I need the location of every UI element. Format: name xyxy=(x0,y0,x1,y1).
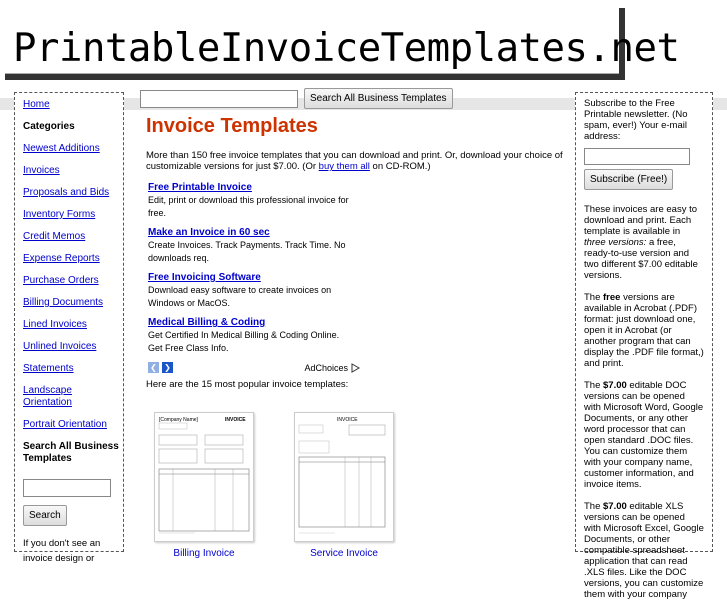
nav-billing-documents[interactable]: Billing Documents xyxy=(23,297,104,308)
ad-body: Get Certified In Medical Billing & Coding Online. Get Free Class Info. xyxy=(148,330,340,353)
ad-title-link[interactable]: Make an Invoice in 60 sec xyxy=(148,227,270,238)
ad-item xyxy=(148,182,353,220)
nav-portrait-orientation[interactable]: Portrait Orientation xyxy=(23,419,107,430)
ad-next-icon[interactable]: ❯ xyxy=(162,362,173,373)
ad-title-link[interactable]: Medical Billing & Coding xyxy=(148,317,266,328)
ad-title-link[interactable]: Free Invoicing Software xyxy=(148,272,261,283)
nav-expense-reports[interactable]: Expense Reports xyxy=(23,253,100,264)
invoice-preview-image xyxy=(155,413,253,541)
search-heading: Search All Business Templates xyxy=(23,441,119,464)
info-paragraph-xls: The $7.00 editable XLS versions can be opened with Microsoft Excel, Google Documents, or other compatible spreadsheet application that can read .XLS files. Like the DOC versions, you can customize them with your company xyxy=(584,501,704,600)
ad-body: Download easy software to create invoices on Windows or MacOS. xyxy=(148,285,332,308)
info-paragraph-versions: These invoices are easy to download and print. Each template is available in three versions: a free, ready-to-use version and two different $7.00 editable versions. xyxy=(584,204,698,281)
email-input[interactable] xyxy=(584,148,690,165)
categories-heading: Categories xyxy=(23,121,75,132)
site-banner xyxy=(5,8,680,80)
adchoices-link[interactable]: AdChoices xyxy=(304,363,360,373)
thumb-title: INVOICE xyxy=(337,417,358,423)
service-invoice-link[interactable]: Service Invoice xyxy=(310,548,378,559)
adchoices-icon xyxy=(351,363,360,373)
nav-credit-memos[interactable]: Credit Memos xyxy=(23,231,86,242)
sidebar-footer-text: If you don't see an invoice design or xyxy=(23,538,101,564)
site-logo[interactable]: PrintableInvoiceTemplates.net xyxy=(13,26,680,71)
nav-newest-additions[interactable]: Newest Additions xyxy=(23,143,100,154)
info-paragraph-doc: The $7.00 editable DOC versions can be opened with Microsoft Word, Google Documents, or any other word processor that can open standard .DOC files. You can customize them with your company name, customer information, and invoice items. xyxy=(584,380,704,490)
main-content xyxy=(140,88,565,566)
template-thumbnails xyxy=(140,406,565,566)
newsletter-text: Subscribe to the Free Printable newsletter. (No spam, ever!) Your e-mail address: xyxy=(584,98,688,142)
subscribe-button[interactable]: Subscribe (Free!) xyxy=(584,169,673,190)
thumb-company: [Company Name] xyxy=(159,417,198,423)
invoice-preview-image xyxy=(295,413,393,541)
info-paragraph-free: The free versions are available in Acrobat (.PDF) format: just download one, open it in Acrobat (or another program that can display the .PDF file format,) and print. xyxy=(584,292,704,369)
ad-item xyxy=(148,317,353,355)
ad-body: Edit, print or download this professional invoice for free. xyxy=(148,195,349,218)
thumb-title: INVOICE xyxy=(225,417,246,423)
nav-lined-invoices[interactable]: Lined Invoices xyxy=(23,319,87,330)
billing-invoice-thumbnail[interactable] xyxy=(154,412,254,542)
intro-text: More than 150 free invoice templates that you can download and print. Or, download your choice of customizable versions for just $7.00. (Or buy them all on CD-ROM.) xyxy=(146,150,563,172)
buy-all-link[interactable]: buy them all xyxy=(318,161,370,172)
billing-invoice-link[interactable]: Billing Invoice xyxy=(173,548,235,559)
ad-item xyxy=(148,227,353,265)
nav-home-link[interactable]: Home xyxy=(23,99,50,110)
sidebar-search-button[interactable]: Search xyxy=(23,505,67,526)
top-search-button[interactable]: Search All Business Templates xyxy=(304,88,453,109)
nav-invoices[interactable]: Invoices xyxy=(23,165,60,176)
service-invoice-thumbnail[interactable] xyxy=(294,412,394,542)
nav-inventory-forms[interactable]: Inventory Forms xyxy=(23,209,96,220)
nav-purchase-orders[interactable]: Purchase Orders xyxy=(23,275,99,286)
ad-block xyxy=(148,182,353,373)
page-title: Invoice Templates xyxy=(146,115,318,137)
ad-body: Create Invoices. Track Payments. Track Time. No downloads req. xyxy=(148,240,346,263)
ad-title-link[interactable]: Free Printable Invoice xyxy=(148,182,252,193)
top-search-bar xyxy=(140,88,565,109)
top-search-input[interactable] xyxy=(140,90,298,108)
left-sidebar xyxy=(14,92,124,564)
popular-heading: Here are the 15 most popular invoice templates: xyxy=(146,379,349,390)
sidebar-search-input[interactable] xyxy=(23,479,111,497)
ad-prev-icon[interactable]: ❮ xyxy=(148,362,159,373)
nav-unlined-invoices[interactable]: Unlined Invoices xyxy=(23,341,97,352)
ad-item xyxy=(148,272,353,310)
ad-navigation xyxy=(148,362,360,373)
nav-landscape-orientation[interactable]: Landscape Orientation xyxy=(23,385,72,408)
nav-proposals-bids[interactable]: Proposals and Bids xyxy=(23,187,110,198)
right-sidebar xyxy=(575,92,713,600)
nav-statements[interactable]: Statements xyxy=(23,363,74,374)
